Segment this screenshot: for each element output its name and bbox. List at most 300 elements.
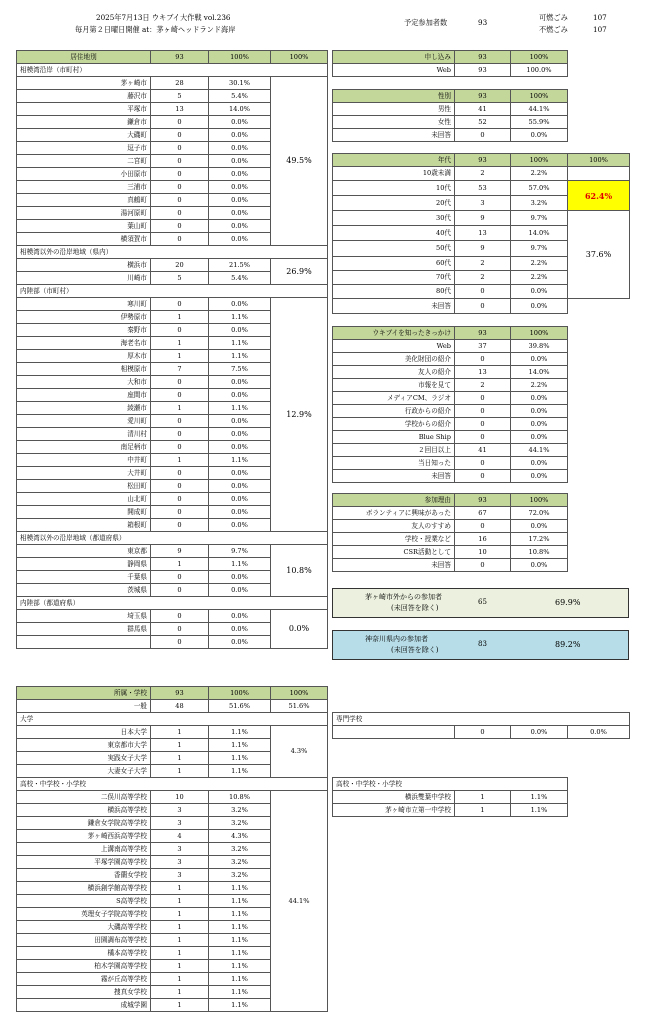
table-row bbox=[333, 405, 568, 418]
row-label: 未回答 bbox=[333, 559, 455, 572]
row-value: 0 bbox=[455, 392, 511, 405]
group-header-row bbox=[333, 778, 568, 791]
table-row bbox=[333, 507, 568, 520]
page-subtitle: 毎月第２日曜日開催 at：茅ヶ崎ヘッドランド海岸 bbox=[75, 25, 236, 34]
header-cell: 性別 bbox=[333, 90, 455, 103]
row-value: 0 bbox=[455, 470, 511, 483]
row-value: 44.1% bbox=[511, 103, 568, 116]
age-label: 30代 bbox=[333, 211, 455, 226]
row-value: 2 bbox=[455, 379, 511, 392]
table-row bbox=[333, 116, 568, 129]
area-percent: 0.0% bbox=[209, 493, 271, 506]
area-name: 群馬県 bbox=[17, 623, 151, 636]
table-row bbox=[17, 791, 328, 804]
table-row bbox=[333, 791, 568, 804]
area-name: 清川村 bbox=[17, 428, 151, 441]
table-row bbox=[333, 520, 568, 533]
row-value: 0 bbox=[455, 431, 511, 444]
area-count: 0 bbox=[151, 493, 209, 506]
gender-table bbox=[332, 89, 568, 142]
vocational-table bbox=[332, 712, 630, 739]
area-count: 0 bbox=[151, 480, 209, 493]
table-row bbox=[333, 379, 568, 392]
inside-pref-note: (未回答を除く) bbox=[391, 646, 439, 654]
area-percent: 0.0% bbox=[209, 142, 271, 155]
area-count: 0 bbox=[151, 610, 209, 623]
area-name: 座間市 bbox=[17, 389, 151, 402]
header-cell: 100% bbox=[271, 51, 328, 64]
area-name: 川崎市 bbox=[17, 272, 151, 285]
area-name: 東京都 bbox=[17, 545, 151, 558]
row-value: 0.0% bbox=[568, 726, 630, 739]
area-name: 平塚市 bbox=[17, 103, 151, 116]
area-count: 1 bbox=[151, 558, 209, 571]
table-row bbox=[333, 431, 568, 444]
age-label: 70代 bbox=[333, 271, 455, 285]
area-count: 0 bbox=[151, 636, 209, 649]
row-value: 0.0% bbox=[511, 470, 568, 483]
age-percent: 57.0% bbox=[511, 181, 568, 196]
group-total: 44.1% bbox=[271, 791, 328, 1012]
row-label: 当日知った bbox=[333, 457, 455, 470]
residence-table bbox=[16, 50, 328, 649]
group-total: 4.3% bbox=[271, 726, 328, 778]
school-percent: 1.1% bbox=[209, 765, 271, 778]
age-percent: 0.0% bbox=[511, 299, 568, 314]
school-count: 1 bbox=[151, 752, 209, 765]
area-count: 0 bbox=[151, 298, 209, 311]
row-label: 友人の紹介 bbox=[333, 366, 455, 379]
area-count: 13 bbox=[151, 103, 209, 116]
area-percent: 1.1% bbox=[209, 337, 271, 350]
area-name: 寒川町 bbox=[17, 298, 151, 311]
group-header-row bbox=[17, 597, 328, 610]
group-header-row bbox=[17, 64, 328, 77]
area-percent: 0.0% bbox=[209, 636, 271, 649]
school-count: 1 bbox=[151, 882, 209, 895]
row-value: 13 bbox=[455, 366, 511, 379]
school-name: 田園調布高等学校 bbox=[17, 934, 151, 947]
header-cell: 所属・学校 bbox=[17, 687, 151, 700]
row-label: 男性 bbox=[333, 103, 455, 116]
header-cell: 100% bbox=[209, 51, 271, 64]
age-percent: 3.2% bbox=[511, 196, 568, 211]
school-percent: 3.2% bbox=[209, 856, 271, 869]
area-count: 7 bbox=[151, 363, 209, 376]
school-count: 1 bbox=[151, 999, 209, 1012]
table-row bbox=[333, 211, 630, 226]
row-value: 41 bbox=[455, 444, 511, 457]
group-total: 10.8% bbox=[271, 545, 328, 597]
area-count: 0 bbox=[151, 415, 209, 428]
age-empty-cell bbox=[568, 167, 630, 181]
row-value: 17.2% bbox=[511, 533, 568, 546]
area-name: 二宮町 bbox=[17, 155, 151, 168]
row-label: ボランティアに興味があった bbox=[333, 507, 455, 520]
table-row bbox=[333, 129, 568, 142]
school-name: 実践女子大学 bbox=[17, 752, 151, 765]
table-row bbox=[333, 103, 568, 116]
table-row bbox=[17, 298, 328, 311]
header-row bbox=[17, 687, 328, 700]
table-row bbox=[333, 804, 568, 817]
school-percent: 1.1% bbox=[209, 739, 271, 752]
header-cell: 申し込み bbox=[333, 51, 455, 64]
group-label: 相模湾沿岸（市町村） bbox=[17, 64, 328, 77]
area-name: 山北町 bbox=[17, 493, 151, 506]
school-percent: 1.1% bbox=[209, 999, 271, 1012]
header-cell: 100% bbox=[511, 494, 568, 507]
area-count: 0 bbox=[151, 376, 209, 389]
age-label: 60代 bbox=[333, 257, 455, 271]
affiliation-table bbox=[16, 686, 328, 1012]
outside-city-summary bbox=[332, 588, 629, 618]
school-count: 1 bbox=[151, 921, 209, 934]
group-label: 相模湾以外の沿岸地域（都道府県） bbox=[17, 532, 328, 545]
area-percent: 0.0% bbox=[209, 441, 271, 454]
area-percent: 0.0% bbox=[209, 220, 271, 233]
table-row bbox=[333, 470, 568, 483]
header-row bbox=[333, 327, 568, 340]
area-count: 1 bbox=[151, 350, 209, 363]
row-label: 友人のすすめ bbox=[333, 520, 455, 533]
table-row bbox=[333, 340, 568, 353]
school-count: 3 bbox=[151, 843, 209, 856]
school-percent: 10.8% bbox=[209, 791, 271, 804]
row-value: 1.1% bbox=[511, 791, 568, 804]
row-value: 0 bbox=[455, 520, 511, 533]
area-name: 藤沢市 bbox=[17, 90, 151, 103]
area-percent: 1.1% bbox=[209, 558, 271, 571]
row-value: 0 bbox=[455, 129, 511, 142]
group-header-row bbox=[17, 285, 328, 298]
school-name: 横浜創学館高等学校 bbox=[17, 882, 151, 895]
school-name: 捜真女学校 bbox=[17, 986, 151, 999]
area-name: 伊勢原市 bbox=[17, 311, 151, 324]
nonburnable-value: 107 bbox=[593, 25, 607, 34]
school-name: 日本大学 bbox=[17, 726, 151, 739]
area-name: 開成町 bbox=[17, 506, 151, 519]
trigger-table bbox=[332, 326, 568, 483]
area-count: 0 bbox=[151, 428, 209, 441]
area-name: 葉山町 bbox=[17, 220, 151, 233]
group-label: 内陸部（都道府県） bbox=[17, 597, 328, 610]
table-row bbox=[333, 167, 630, 181]
row-value: 0 bbox=[455, 353, 511, 366]
area-percent: 7.5% bbox=[209, 363, 271, 376]
age-count: 2 bbox=[455, 167, 511, 181]
old-total: 37.6% bbox=[568, 211, 630, 299]
area-percent: 0.0% bbox=[209, 207, 271, 220]
age-count: 0 bbox=[455, 285, 511, 299]
school-count: 1 bbox=[151, 726, 209, 739]
header-cell: 100% bbox=[511, 90, 568, 103]
area-name: 大井町 bbox=[17, 467, 151, 480]
area-count: 0 bbox=[151, 116, 209, 129]
reason-table bbox=[332, 493, 568, 572]
area-percent: 0.0% bbox=[209, 181, 271, 194]
area-name: 真鶴町 bbox=[17, 194, 151, 207]
school-name: 鎌倉女学院高等学校 bbox=[17, 817, 151, 830]
school-percent: 1.1% bbox=[209, 908, 271, 921]
table-row bbox=[333, 418, 568, 431]
area-percent: 0.0% bbox=[209, 428, 271, 441]
area-percent: 30.1% bbox=[209, 77, 271, 90]
school-name: S高等学校 bbox=[17, 895, 151, 908]
row-value: 10 bbox=[455, 546, 511, 559]
table-row bbox=[17, 545, 328, 558]
table-row bbox=[333, 457, 568, 470]
school-percent: 3.2% bbox=[209, 804, 271, 817]
header-cell: 100% bbox=[511, 51, 568, 64]
header-cell: 93 bbox=[151, 51, 209, 64]
school-name: 香蘭女学校 bbox=[17, 869, 151, 882]
age-empty-cell bbox=[568, 299, 630, 314]
burnable-label: 可燃ごみ bbox=[539, 13, 568, 22]
age-table bbox=[332, 153, 630, 314]
age-percent: 9.7% bbox=[511, 211, 568, 226]
area-percent: 9.7% bbox=[209, 545, 271, 558]
school-name: 平塚学園高等学校 bbox=[17, 856, 151, 869]
header-cell: 100% bbox=[511, 327, 568, 340]
area-name bbox=[17, 636, 151, 649]
row-label: 学校からの紹介 bbox=[333, 418, 455, 431]
row-value: 0 bbox=[455, 405, 511, 418]
area-name: 静岡県 bbox=[17, 558, 151, 571]
header-cell: ウキブイを知ったきっかけ bbox=[333, 327, 455, 340]
age-label: 80代 bbox=[333, 285, 455, 299]
area-name: 大和市 bbox=[17, 376, 151, 389]
header-cell: 100% bbox=[511, 154, 568, 167]
header-cell: 93 bbox=[455, 327, 511, 340]
school-count: 1 bbox=[151, 934, 209, 947]
school-percent: 3.2% bbox=[209, 843, 271, 856]
age-count: 3 bbox=[455, 196, 511, 211]
row-label: メディアCM、ラジオ bbox=[333, 392, 455, 405]
group-total: 49.5% bbox=[271, 77, 328, 246]
school-count: 3 bbox=[151, 817, 209, 830]
row-value: 67 bbox=[455, 507, 511, 520]
page-title: 2025年7月13日 ウキブイ大作戦 vol.236 bbox=[96, 13, 231, 22]
row-value: 0.0% bbox=[511, 418, 568, 431]
area-count: 0 bbox=[151, 571, 209, 584]
age-percent: 2.2% bbox=[511, 167, 568, 181]
row-label: Web bbox=[333, 64, 455, 77]
area-name: 箱根町 bbox=[17, 519, 151, 532]
area-count: 1 bbox=[151, 402, 209, 415]
age-count: 13 bbox=[455, 226, 511, 241]
header-cell: 100% bbox=[568, 154, 630, 167]
area-percent: 0.0% bbox=[209, 584, 271, 597]
area-percent: 1.1% bbox=[209, 402, 271, 415]
school-count: 1 bbox=[151, 960, 209, 973]
age-label: 10歳未満 bbox=[333, 167, 455, 181]
school-percent: 3.2% bbox=[209, 817, 271, 830]
area-percent: 0.0% bbox=[209, 324, 271, 337]
row-label: 茅ヶ崎市立第一中学校 bbox=[333, 804, 455, 817]
school-percent: 1.1% bbox=[209, 973, 271, 986]
area-percent: 0.0% bbox=[209, 467, 271, 480]
table-row bbox=[333, 353, 568, 366]
header-cell: 参加理由 bbox=[333, 494, 455, 507]
header-cell: 93 bbox=[455, 494, 511, 507]
group-header-row bbox=[17, 246, 328, 259]
area-count: 0 bbox=[151, 389, 209, 402]
table-row bbox=[17, 726, 328, 739]
school-name: 柏木学園高等学校 bbox=[17, 960, 151, 973]
inside-pref-count: 83 bbox=[478, 640, 487, 648]
area-count: 0 bbox=[151, 207, 209, 220]
application-table bbox=[332, 50, 568, 77]
group-total: 26.9% bbox=[271, 259, 328, 285]
school-percent: 1.1% bbox=[209, 986, 271, 999]
area-count: 20 bbox=[151, 259, 209, 272]
row-value: 1 bbox=[455, 791, 511, 804]
area-count: 5 bbox=[151, 90, 209, 103]
area-count: 0 bbox=[151, 155, 209, 168]
row-value: 0 bbox=[455, 559, 511, 572]
row-value: 93 bbox=[455, 64, 511, 77]
row-value: 1 bbox=[455, 804, 511, 817]
header-cell: 93 bbox=[455, 90, 511, 103]
school-count: 10 bbox=[151, 791, 209, 804]
row-label: 一般 bbox=[17, 700, 151, 713]
header-cell: 年代 bbox=[333, 154, 455, 167]
row-value: 0.0% bbox=[511, 520, 568, 533]
area-name: 南足柄市 bbox=[17, 441, 151, 454]
school-count: 1 bbox=[151, 895, 209, 908]
inside-pref-percent: 89.2% bbox=[555, 640, 581, 649]
area-count: 0 bbox=[151, 584, 209, 597]
area-percent: 14.0% bbox=[209, 103, 271, 116]
area-percent: 0.0% bbox=[209, 480, 271, 493]
row-value: 1.1% bbox=[511, 804, 568, 817]
area-percent: 1.1% bbox=[209, 350, 271, 363]
area-count: 1 bbox=[151, 311, 209, 324]
area-name: 海老名市 bbox=[17, 337, 151, 350]
area-name: 埼玉県 bbox=[17, 610, 151, 623]
header-row bbox=[333, 51, 568, 64]
age-percent: 2.2% bbox=[511, 271, 568, 285]
school-count: 1 bbox=[151, 739, 209, 752]
header-row bbox=[17, 51, 328, 64]
row-label: ２回目以上 bbox=[333, 444, 455, 457]
nonburnable-label: 不燃ごみ bbox=[539, 25, 568, 34]
school-count: 1 bbox=[151, 947, 209, 960]
group-total: 0.0% bbox=[271, 610, 328, 649]
school-percent: 1.1% bbox=[209, 960, 271, 973]
area-count: 0 bbox=[151, 194, 209, 207]
area-name: 鎌倉市 bbox=[17, 116, 151, 129]
area-count: 0 bbox=[151, 506, 209, 519]
school-count: 4 bbox=[151, 830, 209, 843]
area-name: 小田原市 bbox=[17, 168, 151, 181]
area-name: 横浜市 bbox=[17, 259, 151, 272]
area-name: 厚木市 bbox=[17, 350, 151, 363]
school-count: 1 bbox=[151, 973, 209, 986]
age-count: 0 bbox=[455, 299, 511, 314]
age-count: 2 bbox=[455, 257, 511, 271]
area-percent: 0.0% bbox=[209, 415, 271, 428]
table-row bbox=[17, 259, 328, 272]
area-count: 0 bbox=[151, 441, 209, 454]
table-row bbox=[333, 726, 630, 739]
school-name: 東京都市大学 bbox=[17, 739, 151, 752]
age-percent: 14.0% bbox=[511, 226, 568, 241]
table-row bbox=[17, 610, 328, 623]
row-value: 0.0% bbox=[511, 457, 568, 470]
area-percent: 0.0% bbox=[209, 610, 271, 623]
area-name: 横須賀市 bbox=[17, 233, 151, 246]
row-value: 100.0% bbox=[511, 64, 568, 77]
row-value: 44.1% bbox=[511, 444, 568, 457]
table-row bbox=[333, 559, 568, 572]
row-label: 行政からの紹介 bbox=[333, 405, 455, 418]
area-count: 0 bbox=[151, 623, 209, 636]
row-label: 学校・授業など bbox=[333, 533, 455, 546]
area-percent: 1.1% bbox=[209, 311, 271, 324]
row-value: 16 bbox=[455, 533, 511, 546]
area-count: 0 bbox=[151, 181, 209, 194]
school-count: 1 bbox=[151, 908, 209, 921]
outside-city-label: 茅ヶ崎市外からの参加者 bbox=[365, 593, 442, 601]
school-count: 3 bbox=[151, 856, 209, 869]
header-cell: 100% bbox=[209, 687, 271, 700]
area-percent: 0.0% bbox=[209, 389, 271, 402]
area-percent: 5.4% bbox=[209, 272, 271, 285]
school-count: 3 bbox=[151, 804, 209, 817]
school-name: 大磯高等学校 bbox=[17, 921, 151, 934]
group-header-row bbox=[333, 713, 630, 726]
row-label: CSR活動として bbox=[333, 546, 455, 559]
age-count: 9 bbox=[455, 241, 511, 257]
school-count: 1 bbox=[151, 986, 209, 999]
school-name: 横浜高等学校 bbox=[17, 804, 151, 817]
row-label: 未回答 bbox=[333, 129, 455, 142]
area-name: 茨城県 bbox=[17, 584, 151, 597]
area-percent: 0.0% bbox=[209, 116, 271, 129]
area-name: 中井町 bbox=[17, 454, 151, 467]
table-row bbox=[333, 299, 630, 314]
row-value: 0.0% bbox=[511, 431, 568, 444]
area-count: 1 bbox=[151, 454, 209, 467]
area-name: 綾瀬市 bbox=[17, 402, 151, 415]
row-label: 横浜雙葉中学校 bbox=[333, 791, 455, 804]
row-value: 41 bbox=[455, 103, 511, 116]
expected-participants-value: 93 bbox=[478, 18, 488, 27]
group-label: 大学 bbox=[17, 713, 328, 726]
header-cell: 93 bbox=[151, 687, 209, 700]
area-name: 大磯町 bbox=[17, 129, 151, 142]
row-value: 0.0% bbox=[511, 353, 568, 366]
age-percent: 9.7% bbox=[511, 241, 568, 257]
row-label: 女性 bbox=[333, 116, 455, 129]
area-count: 0 bbox=[151, 467, 209, 480]
outside-city-note: (未回答を除く) bbox=[391, 604, 439, 612]
area-percent: 1.1% bbox=[209, 454, 271, 467]
row-value: 10.8% bbox=[511, 546, 568, 559]
area-percent: 0.0% bbox=[209, 623, 271, 636]
header-cell: 93 bbox=[455, 51, 511, 64]
row-value: 0 bbox=[455, 457, 511, 470]
group-label: 専門学校 bbox=[333, 713, 630, 726]
general-row bbox=[17, 700, 328, 713]
area-count: 1 bbox=[151, 337, 209, 350]
area-percent: 0.0% bbox=[209, 298, 271, 311]
area-percent: 0.0% bbox=[209, 129, 271, 142]
area-name: 三浦市 bbox=[17, 181, 151, 194]
table-row bbox=[17, 77, 328, 90]
